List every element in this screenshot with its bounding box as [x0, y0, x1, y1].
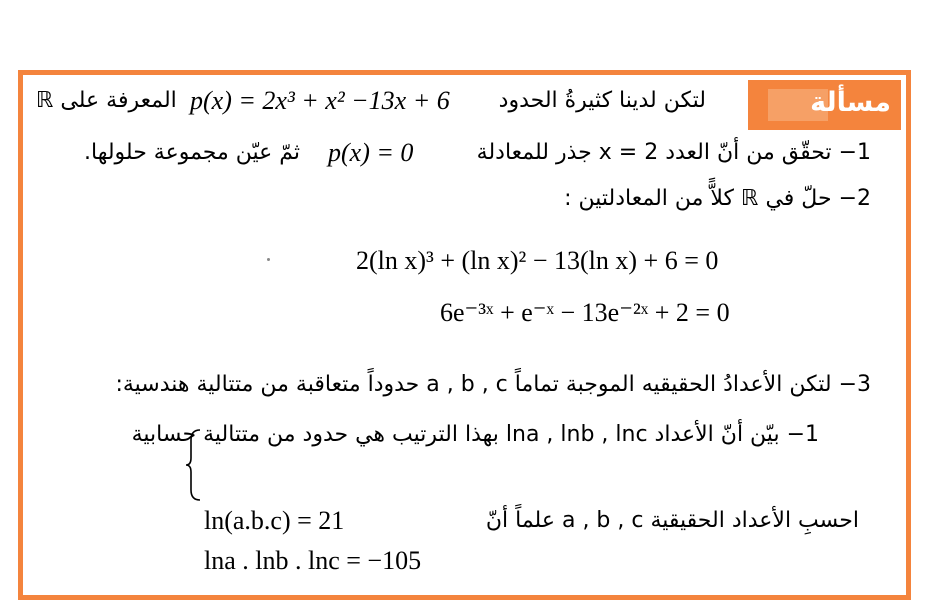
intro-line	[499, 88, 706, 113]
q2-text: حلّ في ℝ كلاًّ من المعادلتين :	[564, 186, 832, 211]
intro-polynomial: p(x) = 2x³ + x² −13x + 6	[190, 86, 450, 115]
problem-badge	[748, 80, 901, 130]
q3-sub1-text: بيّن أنّ الأعداد lna , lnb , lnc بهذا الترتيب هي حدود من متتالية حسابية	[131, 422, 780, 447]
q3-sub1-number: 1−	[786, 422, 819, 447]
q3-sub2-text: احسبِ الأعداد الحقيقية a , b , c علماً أنّ	[485, 508, 859, 533]
q1-line	[477, 140, 871, 165]
q2-number: 2−	[838, 186, 871, 211]
stray-dot	[267, 258, 270, 261]
q1-number: 1−	[838, 140, 871, 165]
intro-text: لتكن لدينا كثيرةُ الحدود	[498, 88, 706, 113]
q3-number: 3−	[838, 372, 871, 397]
q3-line	[115, 372, 871, 397]
q1-equation: p(x) = 0	[328, 138, 414, 167]
q3-sub1-line	[132, 422, 819, 447]
q2-equation-2: 6e⁻³ˣ + e⁻ˣ − 13e⁻²ˣ + 2 = 0	[440, 298, 730, 327]
q3-text: لتكن الأعدادُ الحقيقيه الموجبة تماماً a , b , c حدوداً متعاقبة من متتالية هندسية:	[115, 372, 832, 397]
system-equation-2: lna . lnb . lnc = −105	[204, 546, 422, 575]
q1-text-a: تحقّق من أنّ العدد 2 = x جذر للمعادلة	[476, 140, 832, 165]
system-equation-1: ln(a.b.c) = 21	[204, 506, 345, 535]
q1-text-b: ثمّ عيّن مجموعة حلولها.	[84, 140, 301, 165]
intro-suffix: المعرفة على ℝ	[36, 88, 177, 113]
q2-equation-1: 2(ln x)³ + (ln x)² − 13(ln x) + 6 = 0	[356, 246, 719, 275]
badge-label: مسألة	[810, 87, 891, 118]
q2-line	[564, 186, 871, 211]
system-brace	[185, 428, 203, 502]
